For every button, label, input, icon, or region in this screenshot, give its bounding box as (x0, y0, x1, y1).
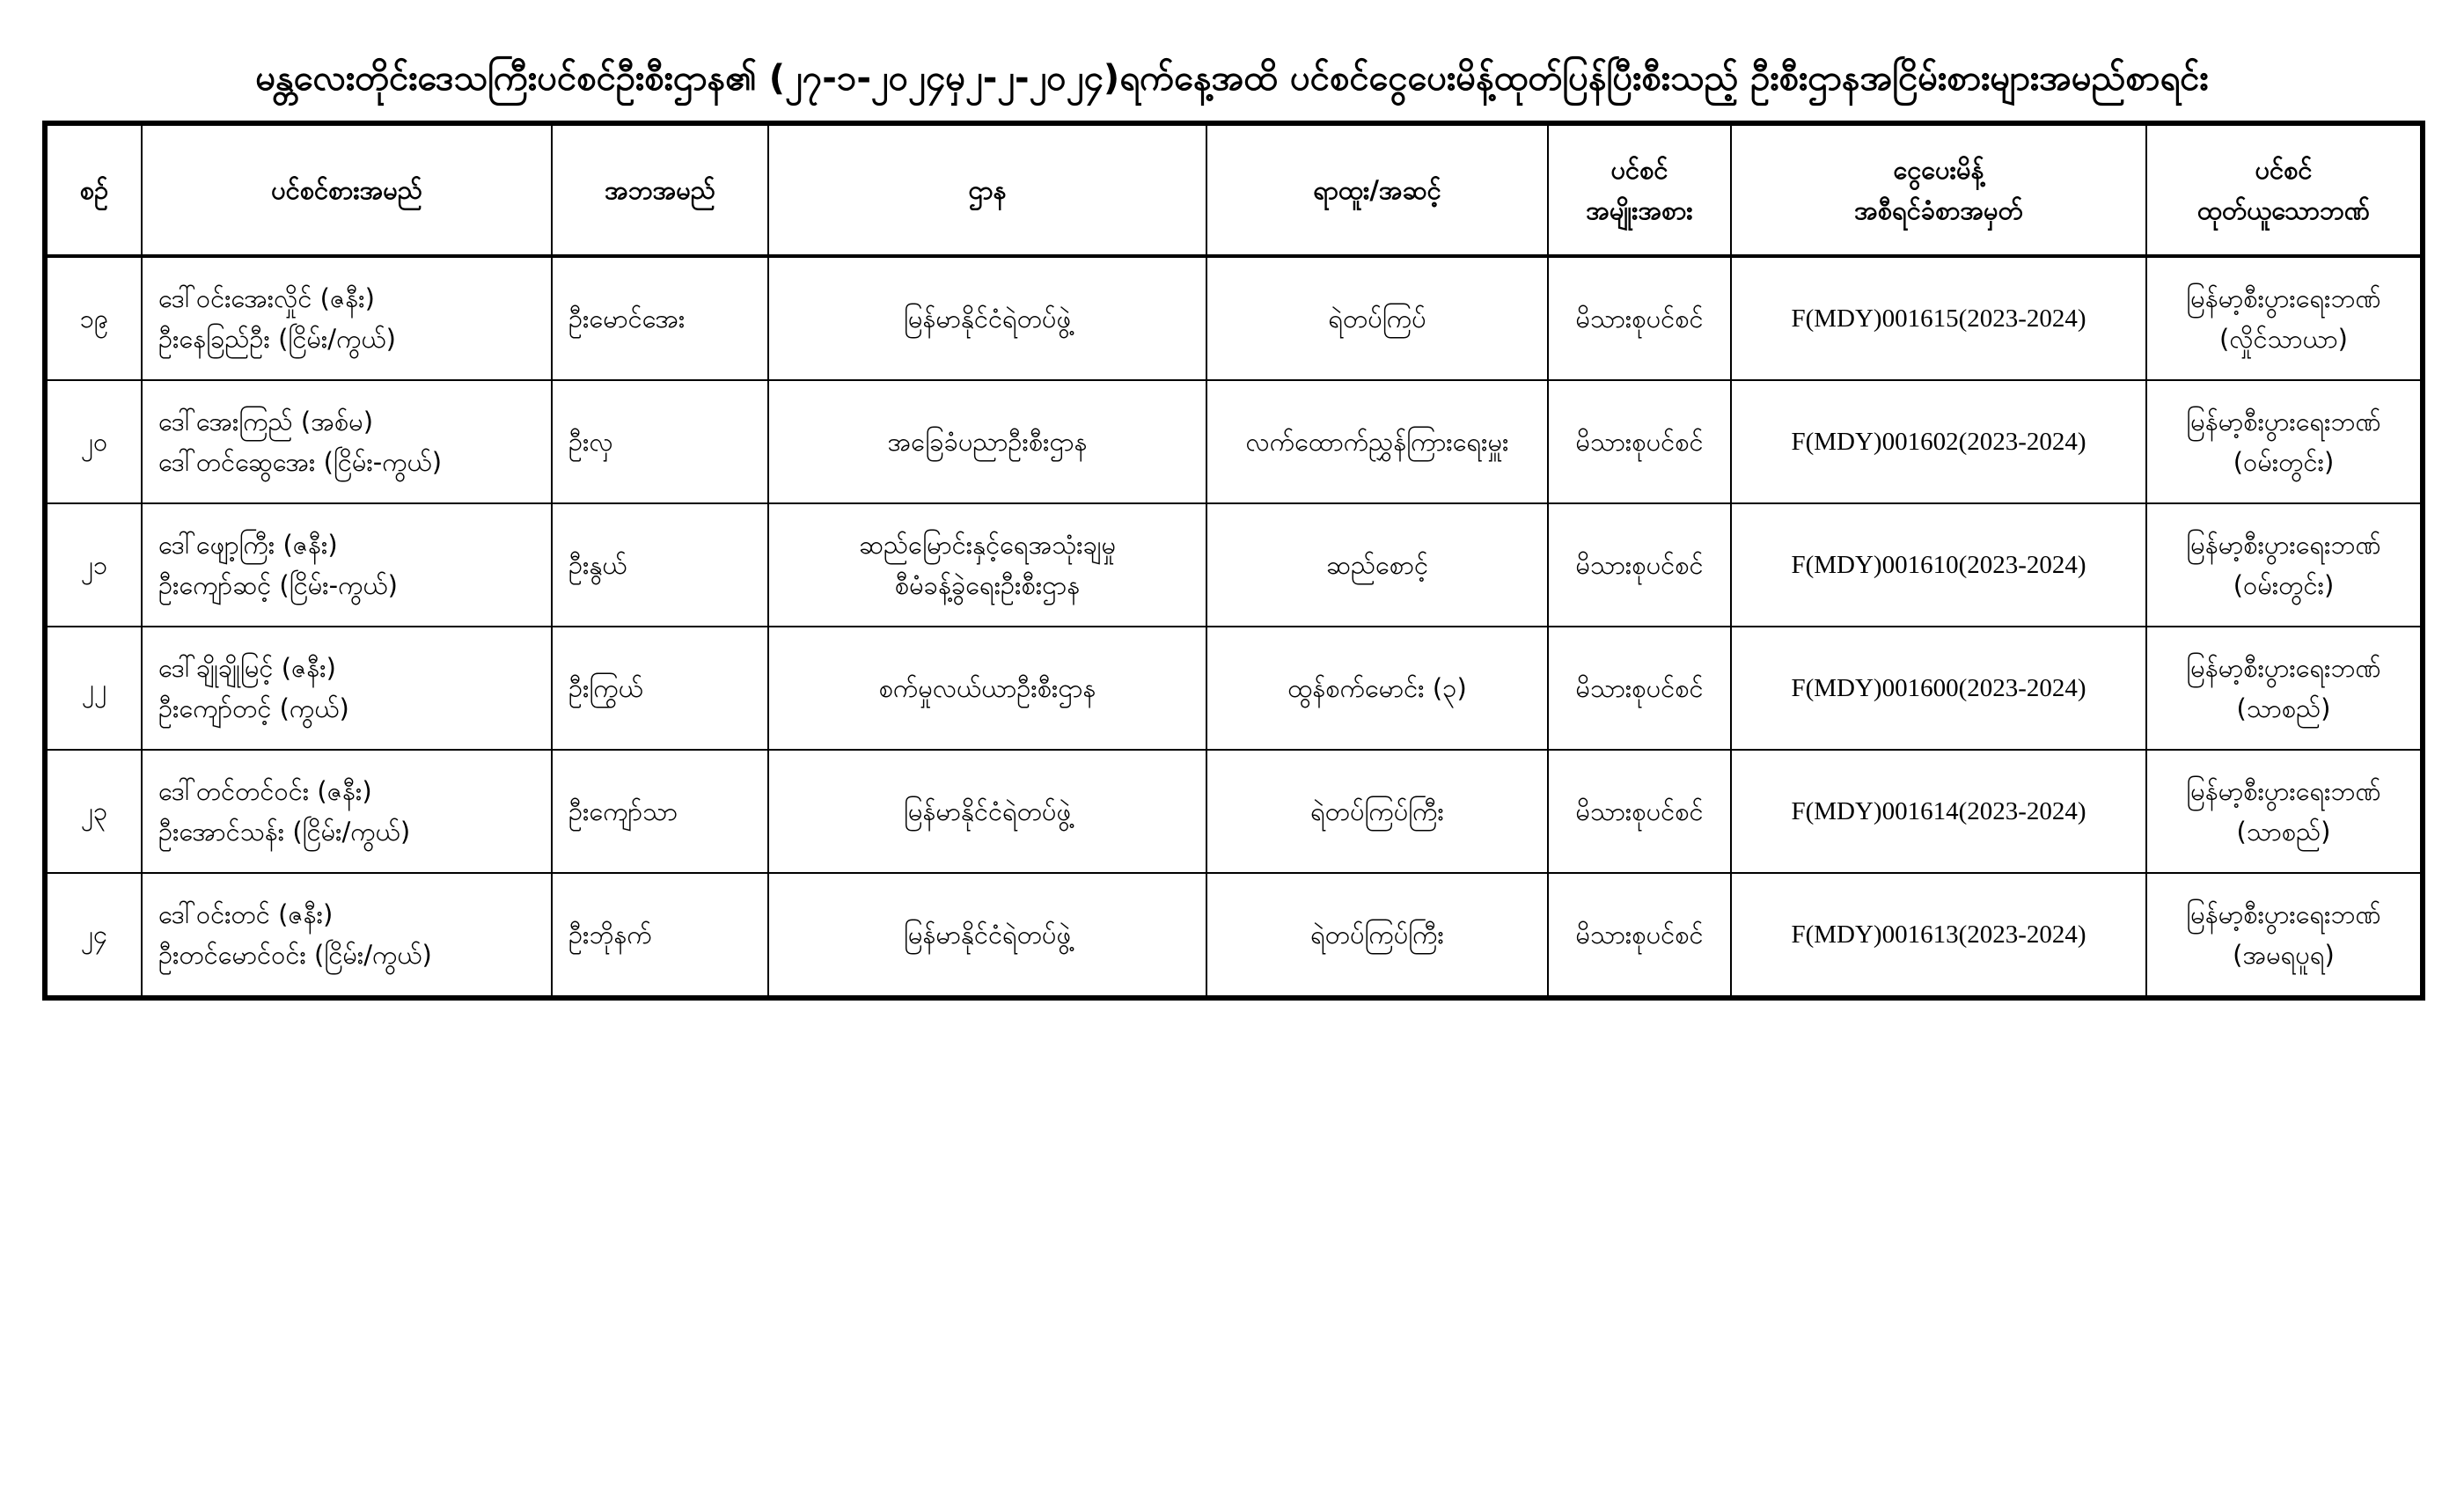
rank: ဆည်စောင့် (1206, 503, 1548, 627)
header-pension-type (1548, 123, 1731, 256)
department-cell (768, 503, 1206, 627)
pensioner-name-line: ဒေါ်ဝင်းအေးလှိုင် (ဇနီး) (158, 283, 375, 313)
father-name: ဦးလှ (552, 380, 768, 503)
table-row (45, 503, 2423, 627)
header-no: စဉ် (45, 123, 142, 256)
father-name: ဦးဘိုနက် (552, 873, 768, 998)
row-number: ၂၁ (45, 503, 142, 627)
row-number: ၂၃ (45, 750, 142, 873)
bank-line: (အမရပူရ) (2233, 939, 2335, 970)
header-pension-type-line: အမျိုးအစား (1586, 195, 1693, 225)
document-title: မန္တလေးတိုင်းဒေသကြီးပင်စင်ဦးစီးဌာန၏ (၂၇-၁-၂၀၂၄မှ၂-၂-၂၀၂၄)ရက်နေ့အထိ ပင်စင်ငွေပေးမိန့်ထုတ်ပြန်ပြီးစီးသည့် ဦးစီးဌာနအငြိမ်းစားများအမည်စာရင်း (255, 58, 2209, 99)
table-body (45, 256, 2423, 998)
bank-line: (သာစည်) (2236, 693, 2331, 723)
pension-type: မိသားစုပင်စင် (1548, 256, 1731, 380)
department-line: အခြေခံပညာဦးစီးဌာန (887, 426, 1088, 457)
pensioner-name-line: ဒေါ်ဝင်းတင် (ဇနီး) (158, 898, 334, 929)
row-number: ၂၄ (45, 873, 142, 998)
pensioner-name-line: ဦးနေခြည်ဦး (ငြိမ်း/ကွယ်) (158, 324, 396, 354)
bank-cell (2146, 256, 2423, 380)
department-line: မြန်မာနိုင်ငံရဲတပ်ဖွဲ့ (903, 796, 1072, 826)
pensioner-name-cell (142, 750, 552, 873)
department-cell (768, 380, 1206, 503)
department-cell (768, 873, 1206, 998)
header-department: ဌာန (768, 123, 1206, 256)
order-number: F(MDY)001614(2023-2024) (1731, 750, 2146, 873)
header-pension-type-line: ပင်စင် (1610, 155, 1668, 185)
rank: ရဲတပ်ကြပ် (1206, 256, 1548, 380)
rank: ရဲတပ်ကြပ်ကြီး (1206, 750, 1548, 873)
pensioner-name-line: ဦးအောင်သန်း (ငြိမ်း/ကွယ်) (158, 816, 411, 847)
father-name: ဦးနွယ် (552, 503, 768, 627)
bank-line: မြန်မာ့စီးပွားရေးဘဏ် (2186, 283, 2381, 313)
bank-line: မြန်မာ့စီးပွားရေးဘဏ် (2186, 652, 2381, 683)
bank-cell (2146, 503, 2423, 627)
rank: ရဲတပ်ကြပ်ကြီး (1206, 873, 1548, 998)
row-number: ၂၀ (45, 380, 142, 503)
table-row (45, 380, 2423, 503)
department-line: စီမံခန့်ခွဲရေးဦးစီးဌာန (894, 569, 1081, 600)
department-cell (768, 627, 1206, 750)
table-row (45, 256, 2423, 380)
order-number: F(MDY)001602(2023-2024) (1731, 380, 2146, 503)
bank-line: မြန်မာ့စီးပွားရေးဘဏ် (2186, 898, 2381, 929)
pensioner-name-cell (142, 873, 552, 998)
department-cell (768, 750, 1206, 873)
pensioner-table (42, 121, 2425, 1001)
rank: ထွန်စက်မောင်း (၃) (1206, 627, 1548, 750)
father-name: ဦးကျော်သာ (552, 750, 768, 873)
header-order-no (1731, 123, 2146, 256)
bank-cell (2146, 750, 2423, 873)
header-bank (2146, 123, 2423, 256)
pensioner-name-cell (142, 627, 552, 750)
bank-cell (2146, 380, 2423, 503)
header-bank-line: ပင်စင် (2255, 155, 2313, 185)
father-name: ဦးမောင်အေး (552, 256, 768, 380)
bank-line: (ဝမ်းတွင်း) (2233, 446, 2335, 477)
pensioner-name-line: ဦးကျော်တင့် (ကွယ်) (158, 693, 349, 723)
pension-type: မိသားစုပင်စင် (1548, 627, 1731, 750)
pensioner-name-line: ဦးတင်မောင်ဝင်း (ငြိမ်း/ကွယ်) (158, 939, 432, 970)
header-rank: ရာထူး/အဆင့် (1206, 123, 1548, 256)
row-number: ၁၉ (45, 256, 142, 380)
bank-line: (လှိုင်သာယာ) (2219, 324, 2348, 354)
bank-cell (2146, 627, 2423, 750)
pensioner-name-line: ဒေါ်တင်ဆွေအေး (ငြိမ်း-ကွယ်) (158, 446, 443, 477)
header-order-no-line: အစီရင်ခံစာအမှတ် (1854, 195, 2023, 225)
table-row (45, 627, 2423, 750)
pensioner-name-line: ဒေါ်ချိုချိုမြင့် (ဇနီး) (158, 652, 336, 683)
order-number: F(MDY)001615(2023-2024) (1731, 256, 2146, 380)
rank: လက်ထောက်ညွှန်ကြားရေးမှူး (1206, 380, 1548, 503)
pensioner-name-cell (142, 380, 552, 503)
header-order-no-line: ငွေပေးမိန့် (1893, 155, 1984, 185)
department-line: မြန်မာနိုင်ငံရဲတပ်ဖွဲ့ (903, 919, 1072, 950)
order-number: F(MDY)001610(2023-2024) (1731, 503, 2146, 627)
pensioner-name-cell (142, 256, 552, 380)
department-line: စက်မှုလယ်ယာဦးစီးဌာန (878, 672, 1096, 703)
table-row (45, 873, 2423, 998)
pension-type: မိသားစုပင်စင် (1548, 503, 1731, 627)
header-row (45, 123, 2423, 256)
pensioner-name-line: ဒေါ်တင်တင်ဝင်း (ဇနီး) (158, 775, 372, 806)
table-row (45, 750, 2423, 873)
order-number: F(MDY)001600(2023-2024) (1731, 627, 2146, 750)
bank-line: မြန်မာ့စီးပွားရေးဘဏ် (2186, 775, 2381, 806)
bank-cell (2146, 873, 2423, 998)
pensioner-name-line: ဒေါ်အေးကြည် (အစ်မ) (158, 406, 374, 436)
bank-line: မြန်မာ့စီးပွားရေးဘဏ် (2186, 529, 2381, 560)
father-name: ဦးကြွယ် (552, 627, 768, 750)
bank-line: (သာစည်) (2236, 816, 2331, 847)
pension-type: မိသားစုပင်စင် (1548, 750, 1731, 873)
department-line: ဆည်မြောင်းနှင့်ရေအသုံးချမှု (858, 529, 1117, 560)
header-pensioner: ပင်စင်စားအမည် (142, 123, 552, 256)
header-bank-line: ထုတ်ယူသောဘဏ် (2196, 195, 2371, 225)
row-number: ၂၂ (45, 627, 142, 750)
pension-type: မိသားစုပင်စင် (1548, 380, 1731, 503)
bank-line: မြန်မာ့စီးပွားရေးဘဏ် (2186, 406, 2381, 436)
order-number: F(MDY)001613(2023-2024) (1731, 873, 2146, 998)
pension-type: မိသားစုပင်စင် (1548, 873, 1731, 998)
pensioner-name-cell (142, 503, 552, 627)
bank-line: (ဝမ်းတွင်း) (2233, 569, 2335, 600)
department-line: မြန်မာနိုင်ငံရဲတပ်ဖွဲ့ (903, 304, 1072, 334)
department-cell (768, 256, 1206, 380)
pensioner-name-line: ဦးကျော်ဆင့် (ငြိမ်း-ကွယ်) (158, 569, 398, 600)
header-father: အဘအမည် (552, 123, 768, 256)
pensioner-name-line: ဒေါ်ဖျော့ကြီး (ဇနီး) (158, 529, 338, 560)
